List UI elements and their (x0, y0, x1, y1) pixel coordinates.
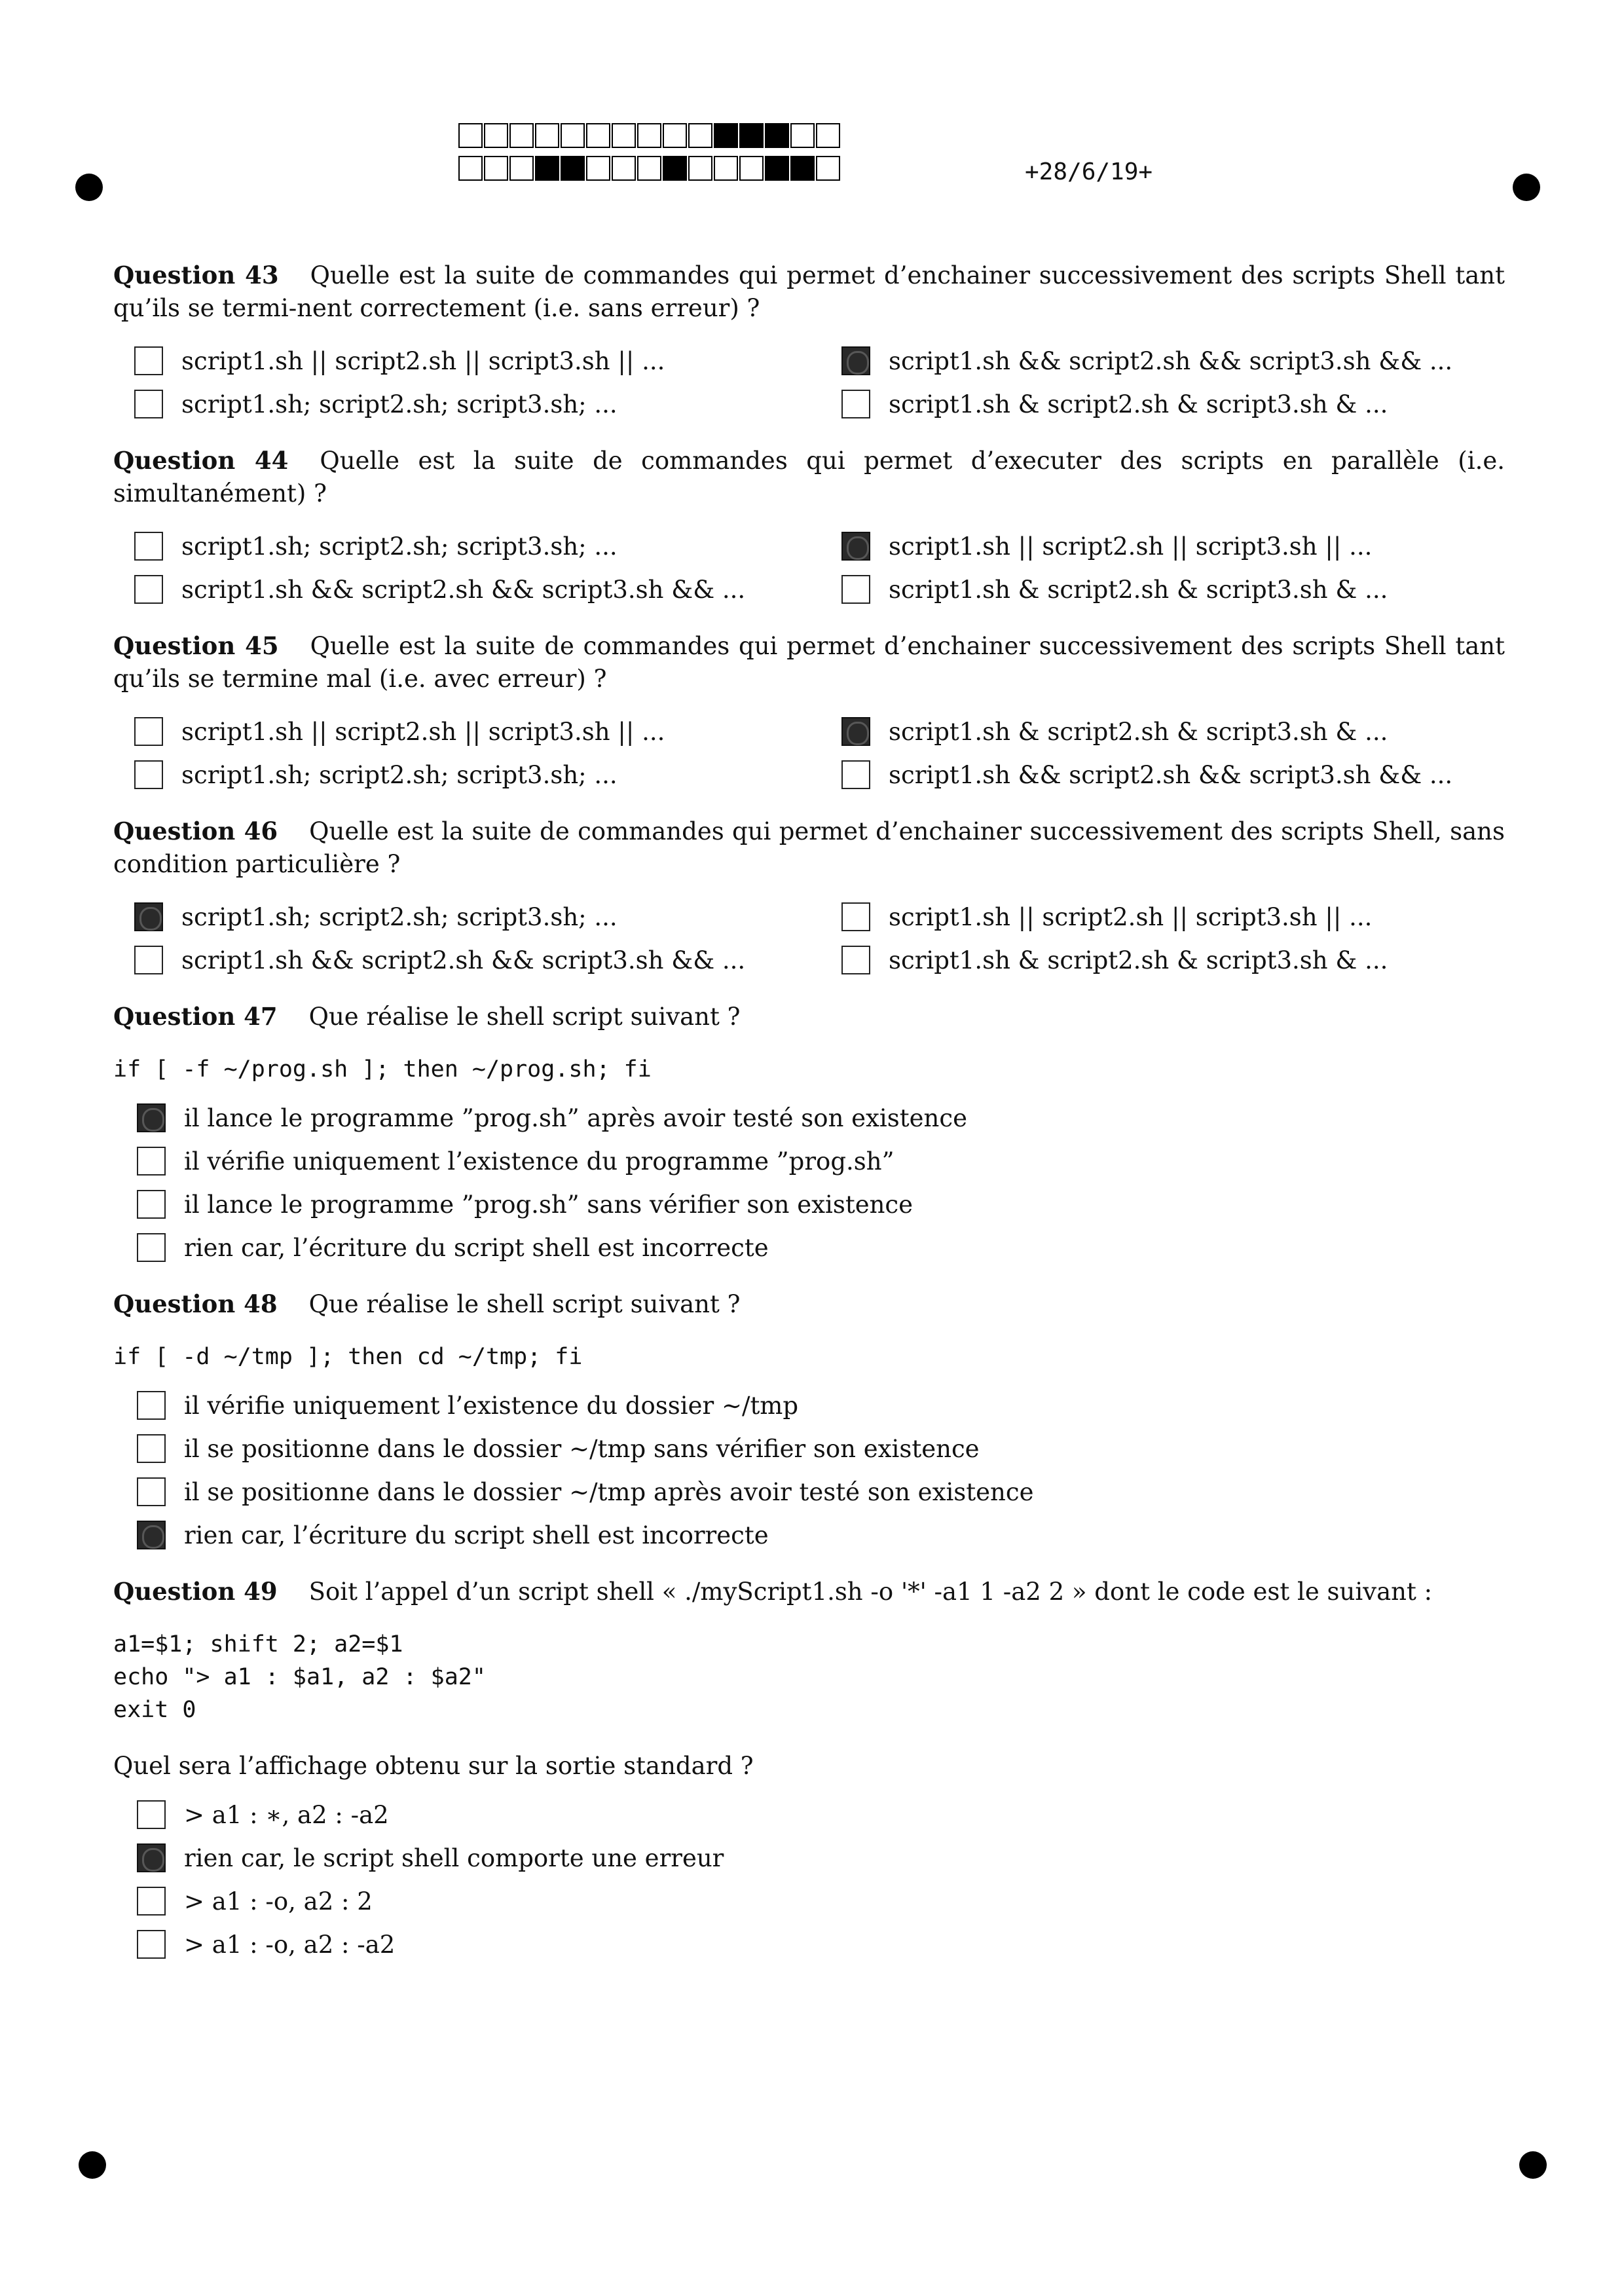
answer-text: script1.sh || script2.sh || script3.sh || ... (181, 717, 665, 746)
answer-text: rien car, l’écriture du script shell est incorrecte (184, 1233, 769, 1262)
answer-text: il se positionne dans le dossier ∼/tmp sans vérifier son existence (184, 1434, 980, 1463)
question-prompt: Quelle est la suite de commandes qui permet d’enchainer successivement des scripts Shell tant qu’ils se termi-nent correctement (i.e. sans erreur) ? (113, 261, 1505, 322)
barcode-cell (688, 156, 712, 181)
answer-option[interactable] (841, 758, 1526, 791)
barcode-cell (663, 156, 687, 181)
checked-checkbox[interactable] (841, 346, 870, 375)
answer-option[interactable] (134, 388, 841, 420)
answer-list (134, 715, 1505, 791)
answer-text: script1.sh & script2.sh & script3.sh & ... (889, 717, 1388, 746)
code-snippet: a1=$1; shift 2; a2=$1 echo "> a1 : $a1, a2 : $a2" exit 0 (113, 1631, 486, 1723)
question-header (113, 815, 1505, 881)
checkbox[interactable] (134, 390, 163, 418)
checkbox[interactable] (841, 390, 870, 418)
question-prompt: Soit l’appel d’un script shell « ./myScript1.sh -o '*' -a1 1 -a2 2 » dont le code est le suivant : (308, 1578, 1433, 1606)
barcode-cell (561, 156, 585, 181)
checkbox[interactable] (137, 1887, 166, 1916)
barcode-cell (816, 156, 840, 181)
barcode-cell (586, 123, 610, 148)
question-header (113, 1575, 1505, 1608)
question-header (113, 259, 1505, 325)
answer-option[interactable] (137, 1231, 1505, 1264)
question-header (113, 1000, 1505, 1033)
answer-text: script1.sh; script2.sh; script3.sh; ... (181, 902, 618, 931)
barcode-cell (790, 123, 815, 148)
checkbox[interactable] (841, 575, 870, 604)
barcode-cell (790, 156, 815, 181)
checkbox[interactable] (134, 532, 163, 561)
barcode-cell (663, 123, 687, 148)
answer-text: script1.sh & script2.sh & script3.sh & ... (889, 575, 1388, 604)
barcode-cell (637, 156, 661, 181)
registration-mark-bottom-left (79, 2151, 106, 2179)
checked-checkbox[interactable] (841, 717, 870, 746)
question-prompt: Quelle est la suite de commandes qui permet d’enchainer successivement des scripts Shell, sans condition particulière ? (113, 817, 1505, 878)
answer-text: script1.sh & script2.sh & script3.sh & ... (889, 946, 1388, 974)
answer-option[interactable] (134, 715, 841, 748)
code-snippet: if [ -d ~/tmp ]; then cd ~/tmp; fi (113, 1344, 583, 1370)
answer-text: script1.sh && script2.sh && script3.sh && ... (181, 575, 746, 604)
answer-text: rien car, l’écriture du script shell est incorrecte (184, 1521, 769, 1549)
barcode-cell (612, 123, 636, 148)
question-subprompt: Quel sera l’affichage obtenu sur la sortie standard ? (113, 1752, 754, 1780)
checkbox[interactable] (134, 946, 163, 974)
answer-list (134, 344, 1505, 420)
checkbox[interactable] (137, 1800, 166, 1829)
answer-option[interactable] (137, 1102, 1505, 1134)
registration-mark-top-left (75, 174, 103, 201)
answer-text: script1.sh && script2.sh && script3.sh && ... (889, 346, 1453, 375)
barcode-cell (714, 123, 738, 148)
question (113, 1000, 1505, 1264)
registration-mark-top-right (1513, 174, 1540, 201)
answer-list (137, 1102, 1505, 1264)
answer-list (134, 530, 1505, 606)
code-snippet: if [ -f ~/prog.sh ]; then ~/prog.sh; fi (113, 1056, 652, 1083)
barcode-row (458, 123, 841, 151)
question-label: Question 47 (113, 1002, 278, 1031)
barcode-cell (458, 156, 483, 181)
answer-text: il lance le programme ”prog.sh” sans vérifier son existence (184, 1190, 913, 1219)
answer-option[interactable] (137, 1145, 1505, 1177)
barcode-cell (637, 123, 661, 148)
answer-option[interactable] (137, 1519, 1505, 1551)
question (113, 629, 1505, 791)
answer-text: il vérifie uniquement l’existence du programme ”prog.sh” (184, 1147, 895, 1176)
barcode-cell (509, 156, 534, 181)
barcode-cell (612, 156, 636, 181)
barcode-cell (688, 123, 712, 148)
answer-text: rien car, le script shell comporte une erreur (184, 1843, 724, 1872)
question-label: Question 44 (113, 446, 289, 475)
question-label: Question 48 (113, 1289, 278, 1318)
answer-option[interactable] (137, 1798, 1505, 1831)
barcode-cell (714, 156, 738, 181)
barcode-cell (535, 123, 559, 148)
answer-list (134, 900, 1505, 976)
barcode-cell (484, 156, 508, 181)
checkbox[interactable] (137, 1930, 166, 1959)
barcode-cell (509, 123, 534, 148)
barcode-cell (535, 156, 559, 181)
answer-text: script1.sh || script2.sh || script3.sh || ... (889, 902, 1373, 931)
answer-option[interactable] (137, 1842, 1505, 1874)
checked-checkbox[interactable] (134, 902, 163, 931)
question-header (113, 629, 1505, 695)
answer-option[interactable] (841, 530, 1526, 563)
answer-option[interactable] (134, 758, 841, 791)
answer-option[interactable] (137, 1885, 1505, 1917)
question-header (113, 1287, 1505, 1321)
checkbox[interactable] (137, 1477, 166, 1506)
question-label: Question 49 (113, 1577, 278, 1606)
answer-text: > a1 : ∗, a2 : -a2 (184, 1800, 389, 1829)
barcode-cell (458, 123, 483, 148)
answer-option[interactable] (134, 573, 841, 606)
question-prompt: Que réalise le shell script suivant ? (308, 1290, 741, 1318)
checkbox[interactable] (841, 902, 870, 931)
answer-option[interactable] (841, 388, 1526, 420)
checked-checkbox[interactable] (137, 1103, 166, 1132)
answer-option[interactable] (841, 944, 1526, 976)
answer-option[interactable] (137, 1188, 1505, 1221)
answer-text: script1.sh && script2.sh && script3.sh && ... (181, 946, 746, 974)
checked-checkbox[interactable] (137, 1843, 166, 1872)
answer-option[interactable] (137, 1475, 1505, 1508)
answer-text: script1.sh && script2.sh && script3.sh && ... (889, 760, 1453, 789)
page-barcode (458, 123, 841, 189)
question-label: Question 46 (113, 817, 278, 845)
question (113, 444, 1505, 606)
answer-option[interactable] (137, 1928, 1505, 1961)
question (113, 815, 1505, 976)
checkbox[interactable] (137, 1391, 166, 1420)
checkbox[interactable] (134, 575, 163, 604)
question-prompt: Quelle est la suite de commandes qui permet d’executer des scripts en parallèle (i.e. simultanément) ? (113, 447, 1505, 508)
barcode-cell (739, 123, 764, 148)
answer-list (137, 1798, 1505, 1961)
question-prompt: Quelle est la suite de commandes qui permet d’enchainer successivement des scripts Shell tant qu’ils se termine mal (i.e. avec erreur) ? (113, 632, 1505, 693)
answer-text: il vérifie uniquement l’existence du dossier ∼/tmp (184, 1391, 799, 1420)
answer-text: il se positionne dans le dossier ∼/tmp après avoir testé son existence (184, 1477, 1034, 1506)
barcode-cell (484, 123, 508, 148)
answer-option[interactable] (137, 1432, 1505, 1465)
checkbox[interactable] (137, 1434, 166, 1463)
answer-option[interactable] (841, 900, 1526, 933)
checkbox[interactable] (841, 760, 870, 789)
answer-option[interactable] (134, 944, 841, 976)
answer-text: script1.sh || script2.sh || script3.sh || ... (889, 532, 1373, 561)
answer-list (137, 1389, 1505, 1551)
barcode-cell (816, 123, 840, 148)
checked-checkbox[interactable] (137, 1521, 166, 1549)
question (113, 1287, 1505, 1551)
answer-text: script1.sh || script2.sh || script3.sh || ... (181, 346, 665, 375)
barcode-cell (765, 123, 789, 148)
answer-option[interactable] (841, 715, 1526, 748)
checkbox[interactable] (134, 760, 163, 789)
barcode-row (458, 156, 841, 183)
answer-text: script1.sh; script2.sh; script3.sh; ... (181, 390, 618, 418)
answer-text: script1.sh; script2.sh; script3.sh; ... (181, 532, 618, 561)
exam-id: +28/6/19+ (1025, 158, 1153, 185)
question-label: Question 43 (113, 261, 279, 289)
answer-option[interactable] (137, 1389, 1505, 1422)
answer-text: script1.sh; script2.sh; script3.sh; ... (181, 760, 618, 789)
question (113, 259, 1505, 420)
registration-mark-bottom-right (1519, 2151, 1547, 2179)
checkbox[interactable] (134, 717, 163, 746)
answer-option[interactable] (841, 344, 1526, 377)
question-prompt: Que réalise le shell script suivant ? (308, 1003, 741, 1031)
checkbox[interactable] (134, 346, 163, 375)
barcode-cell (586, 156, 610, 181)
checkbox[interactable] (137, 1233, 166, 1262)
answer-option[interactable] (134, 900, 841, 933)
barcode-cell (765, 156, 789, 181)
question-header (113, 444, 1505, 510)
answer-text: > a1 : -o, a2 : 2 (184, 1887, 373, 1916)
answer-text: > a1 : -o, a2 : -a2 (184, 1930, 396, 1959)
question (113, 1575, 1505, 1961)
checkbox[interactable] (137, 1147, 166, 1176)
answer-option[interactable] (134, 530, 841, 563)
question-label: Question 45 (113, 631, 279, 660)
checkbox[interactable] (137, 1190, 166, 1219)
answer-text: il lance le programme ”prog.sh” après avoir testé son existence (184, 1103, 967, 1132)
answer-option[interactable] (134, 344, 841, 377)
barcode-cell (561, 123, 585, 148)
barcode-cell (739, 156, 764, 181)
checked-checkbox[interactable] (841, 532, 870, 561)
question-list (113, 259, 1505, 1984)
answer-text: script1.sh & script2.sh & script3.sh & ... (889, 390, 1388, 418)
checkbox[interactable] (841, 946, 870, 974)
answer-option[interactable] (841, 573, 1526, 606)
